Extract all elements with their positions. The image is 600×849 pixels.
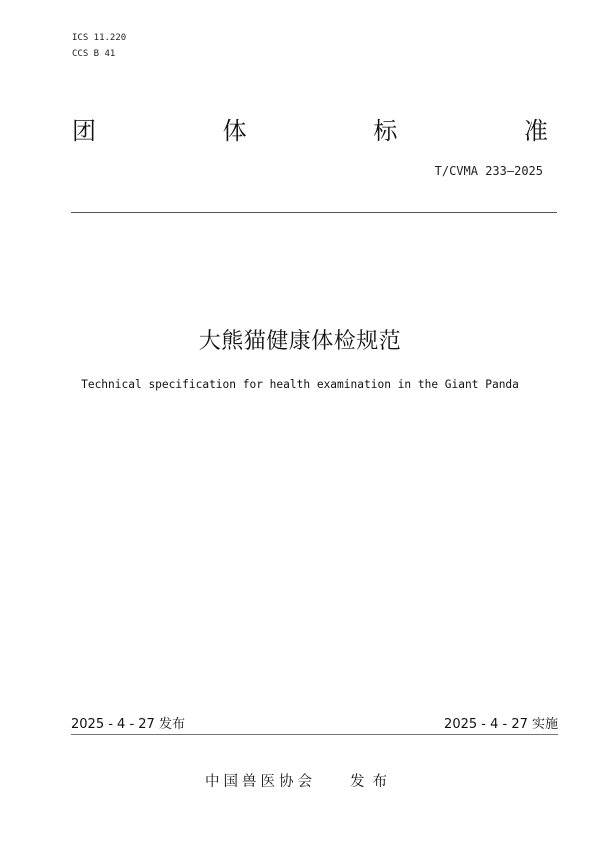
standard-type-char: 标 xyxy=(373,117,398,145)
publisher-line xyxy=(0,772,600,792)
standard-type-char: 体 xyxy=(222,117,247,145)
ics-code: ICS 11.220 xyxy=(72,33,127,43)
date-row xyxy=(71,716,558,733)
release-date: 2025 - 4 - 27 发布 xyxy=(71,717,185,732)
footer-divider xyxy=(71,734,558,735)
standard-type-heading xyxy=(72,116,548,146)
publisher-organization: 中国兽医协会 xyxy=(205,774,316,790)
standard-type-char: 准 xyxy=(523,117,548,145)
header-divider xyxy=(71,212,557,213)
document-title-english: Technical specification for health examination in the Giant Panda xyxy=(81,378,519,391)
standard-type-char: 团 xyxy=(72,117,96,145)
standard-number: T/CVMA 233—2025 xyxy=(434,164,543,178)
document-title-chinese: 大熊猫健康体检规范 xyxy=(198,329,402,354)
classification-codes xyxy=(72,30,126,62)
publisher-action: 发布 xyxy=(350,774,395,790)
implementation-date: 2025 - 4 - 27 实施 xyxy=(444,717,558,732)
ccs-code: CCS B 41 xyxy=(72,49,116,59)
